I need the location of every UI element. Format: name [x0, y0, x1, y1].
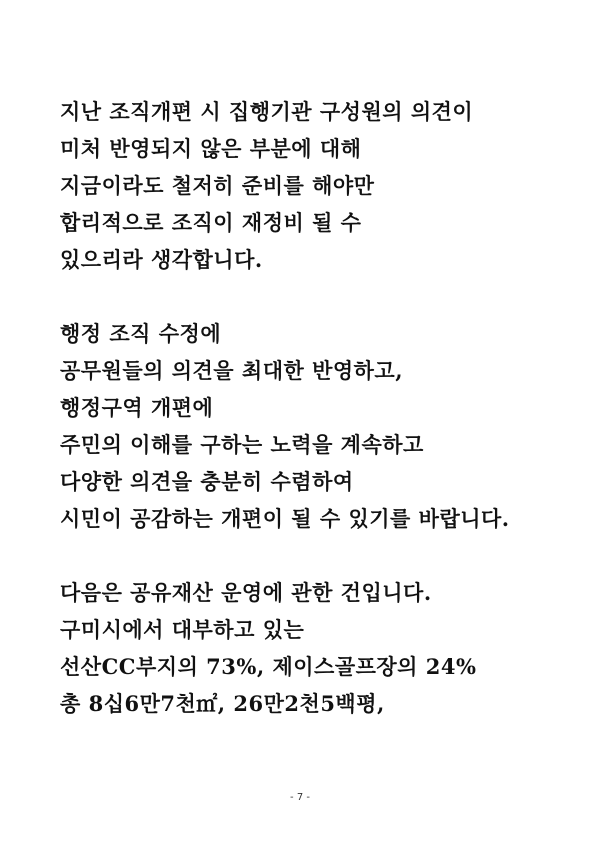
- text-line: 다음은 공유재산 운영에 관한 건입니다.: [60, 580, 432, 605]
- text-line: 합리적으로 조직이 재정비 될 수: [60, 210, 362, 235]
- text-line: 주민의 이해를 구하는 노력을 계속하고: [60, 432, 424, 457]
- text-line: 공무원들의 의견을 최대한 반영하고,: [60, 358, 404, 383]
- text-line: 구미시에서 대부하고 있는: [60, 617, 305, 642]
- text-line: 행정 조직 수정에: [60, 321, 222, 346]
- paragraph-spacer: [60, 278, 580, 315]
- text-line: 지금이라도 철저히 준비를 해야만: [60, 173, 375, 198]
- paragraph-1: [60, 93, 580, 278]
- text-line: 다양한 의견을 충분히 수렴하여: [60, 469, 354, 494]
- text-line: 선산CC부지의 73%, 제이스골프장의 24%: [60, 654, 477, 679]
- text-line: 시민이 공감하는 개편이 될 수 있기를 바랍니다.: [60, 506, 510, 531]
- page-number: - 7 -: [290, 792, 310, 803]
- text-line: 미처 반영되지 않은 부분에 대해: [60, 136, 362, 161]
- text-line: 있으리라 생각합니다.: [60, 247, 263, 272]
- text-line: 행정구역 개편에: [60, 395, 214, 420]
- text-line: 지난 조직개편 시 집행기관 구성원의 의견이: [60, 99, 474, 124]
- body-text: [60, 93, 580, 722]
- paragraph-spacer: [60, 537, 580, 574]
- paragraph-2: [60, 315, 580, 537]
- paragraph-3: [60, 574, 580, 722]
- text-line: 총 8십6만7천㎡, 26만2천5백평,: [60, 691, 385, 716]
